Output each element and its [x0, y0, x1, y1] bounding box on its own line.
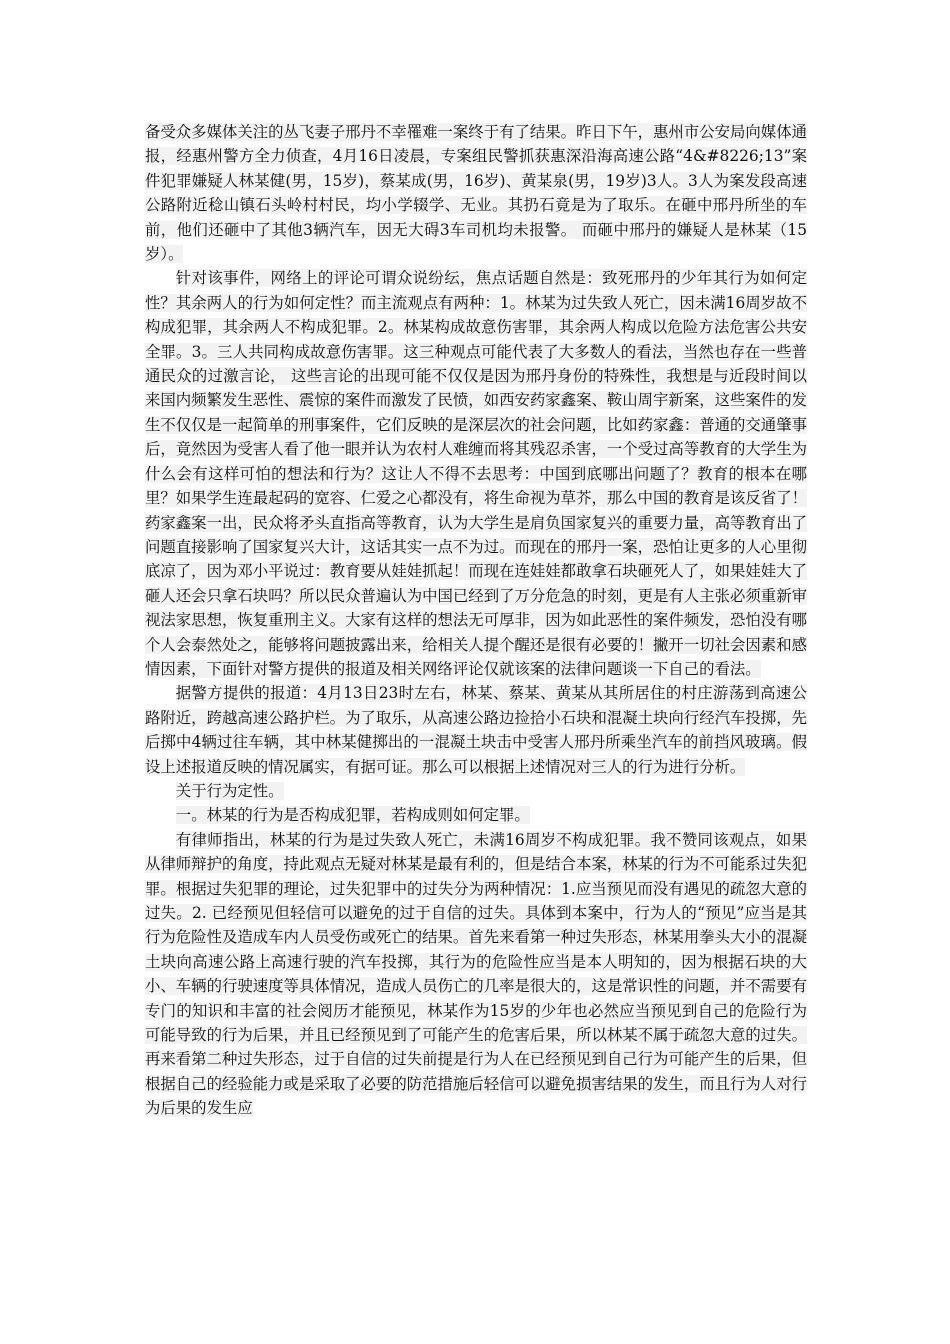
document-page: [145, 120, 807, 1121]
paragraph-4: [145, 779, 807, 803]
paragraph-text: 针对该事件，网络上的评论可谓众说纷纭，焦点话题自然是：致死邢丹的少年其行为如何定性？其余两人的行为如何定性？而主流观点有两种：1。林某为过失致人死亡，因未满16周岁故不构成犯罪，其余两人不构成犯罪。2。林某构成故意伤害罪，其余两人构成以危险方法危害公共安全罪。3。三人共同构成故意伤害罪。这三种观点可能代表了大多数人的看法，当然也存在一些普通民众的过激言论， 这些言论的出现可能不仅仅是因为邢丹身份的特殊性，我想是与近段时间以来国内频繁发生恶性、震惊的案件而激发了民愤，如西安药家鑫案、鞍山周宇新案，这些案件的发生不仅仅是一起简单的刑事案件，它们反映的是深层次的社会问题，比如药家鑫：普通的交通肇事后，竟然因为受害人看了他一眼并认为农村人难缠而将其残忍杀害，一个受过高等教育的大学生为什么会有这样可怕的想法和行为？这让人不得不去思考：中国到底哪出问题了？教育的根本在哪里？如果学生连最起码的宽容、仁爱之心都没有，将生命视为草芥，那么中国的教育是该反省了！药家鑫案一出，民众将矛头直指高等教育，认为大学生是肩负国家复兴的重要力量，高等教育出了问题直接影响了国家复兴大计，这话其实一点不为过。而现在的邢丹一案，恐怕让更多的人心里彻底凉了，因为邓小平说过：教育要从娃娃抓起！而现在连娃娃都敢拿石块砸死人了，如果娃娃大了砸人还会只拿石块吗？所以民众普遍认为中国已经到了万分危急的时刻，更是有人主张必须重新审视法家思想，恢复重刑主义。大家有这样的想法无可厚非，因为如此恶性的案件频发，恐怕没有哪个人会泰然处之，能够将问题披露出来，给相关人提个醒还是很有必要的！撇开一切社会因素和感情因素，下面针对警方提供的报道及相关网络评论仅就该案的法律问题谈一下自己的看法。: [145, 269, 807, 678]
paragraph-2: [145, 266, 807, 681]
paragraph-6: [145, 828, 807, 1121]
paragraph-1: [145, 120, 807, 266]
paragraph-text: 一。林某的行为是否构成犯罪，若构成则如何定罪。: [175, 806, 530, 825]
paragraph-text: 有律师指出，林某的行为是过失致人死亡，未满16周岁不构成犯罪。我不赞同该观点，如果从律师辩护的角度，持此观点无疑对林某是最有利的，但是结合本案，林某的行为不可能系过失犯罪。根据过失犯罪的理论，过失犯罪中的过失分为两种情况：1.应当预见而没有遇见的疏忽大意的过失。2. 已经预见但轻信可以避免的过于自信的过失。具体到本案中，行为人的“预见”应当是其行为危险性及造成车内人员受伤或死亡的结果。首先来看第一种过失形态，林某用拳头大小的混凝土块向高速公路上高速行驶的汽车投掷，其行为的危险性应当是本人明知的，因为根据石块的大小、车辆的行驶速度等具体情况，造成人员伤亡的几率是很大的，这是常识性的问题，并不需要有专门的知识和丰富的社会阅历才能预见，林某作为15岁的少年也必然应当预见到自己的危险行为可能导致的行为后果，并且已经预见到了可能产生的危害后果，所以林某不属于疏忽大意的过失。再来看第二种过失形态，过于自信的过失前提是行为人在已经预见到自己行为可能产生的后果，但根据自己的经验能力或是采取了必要的防范措施后轻信可以避免损害结果的发生，而且行为人对行为后果的发生应: [145, 830, 807, 1118]
paragraph-text: 关于行为定性。: [175, 781, 284, 800]
paragraph-text: 据警方提供的报道：4月13日23时左右，林某、蔡某、黄某从其所居住的村庄游荡到高速公路附近，跨越高速公路护栏。为了取乐，从高速公路边捡拾小石块和混凝土块向行经汽车投掷，先后掷中4辆过往车辆，其中林某健掷出的一混凝土块击中受害人邢丹所乘坐汽车的前挡风玻璃。假设上述报道反映的情况属实，有据可证。那么可以根据上述情况对三人的行为进行分析。: [145, 684, 807, 776]
paragraph-text: 备受众多媒体关注的丛飞妻子邢丹不幸罹难一案终于有了结果。昨日下午，惠州市公安局向媒体通报，经惠州警方全力侦查，4月16日凌晨，专案组民警抓获惠深沿海高速公路“4&#8226;13”案件犯罪嫌疑人林某健(男，15岁)，蔡某成(男，16岁)、黄某泉(男，19岁)3人。3人为案发段高速公路附近稔山镇石头岭村村民，均小学辍学、无业。其扔石竟是为了取乐。在砸中邢丹所坐的车前，他们还砸中了其他3辆汽车，因无大碍3车司机均未报警。 而砸中邢丹的嫌疑人是林某（15岁）。: [145, 123, 808, 264]
paragraph-5: [145, 803, 807, 827]
paragraph-3: [145, 681, 807, 779]
